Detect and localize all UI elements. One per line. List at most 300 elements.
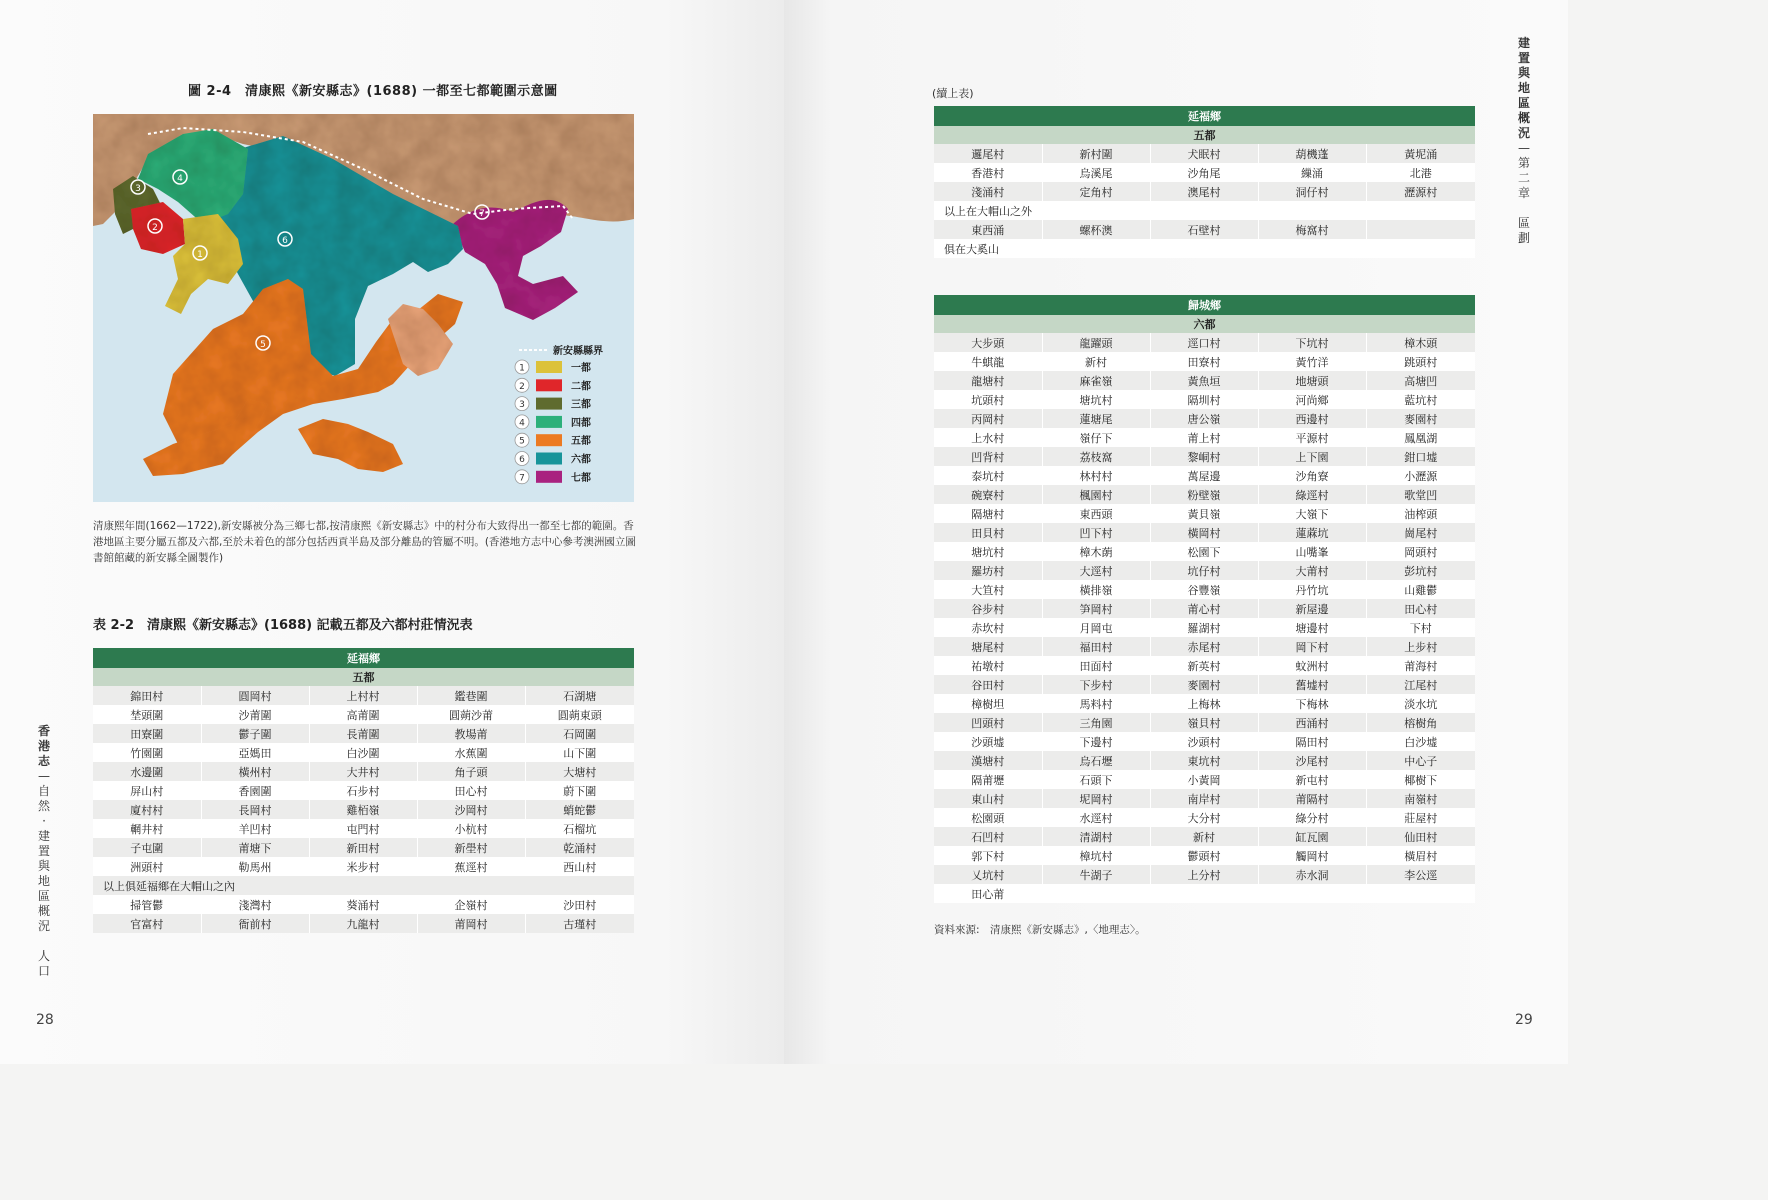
- village-cell: 赤坎村: [934, 618, 1042, 637]
- legend-label: 二都: [571, 381, 591, 393]
- village-cell: 橫排嶺: [1042, 580, 1150, 599]
- spine-char: —: [1518, 141, 1530, 155]
- village-cell: 下坑村: [1258, 333, 1366, 352]
- village-cell: 樟樹坦: [934, 694, 1042, 713]
- village-cell: 嶺貝村: [1150, 713, 1258, 732]
- village-cell: 香園圍: [201, 781, 309, 800]
- village-cell: [1042, 884, 1150, 903]
- village-cell: 葫機蓬: [1258, 144, 1366, 163]
- village-cell: 蚊洲村: [1258, 656, 1366, 675]
- source-note: 資料來源: 清康熙《新安縣志》,〈地理志〉。: [934, 924, 1146, 936]
- table-2-2: [93, 648, 634, 933]
- village-cell: 新屯村: [1258, 770, 1366, 789]
- village-cell: 塘尾村: [934, 637, 1042, 656]
- village-cell: 鉗口墟: [1366, 447, 1475, 466]
- table-row: [93, 705, 634, 724]
- village-cell: 鬱子圍: [201, 724, 309, 743]
- village-cell: 沙頭村: [1150, 732, 1258, 751]
- village-cell: 黃竹洋: [1258, 352, 1366, 371]
- village-cell: 圓蒴東頭: [525, 705, 634, 724]
- table-row: [934, 808, 1475, 827]
- spine-char: 二: [1517, 171, 1530, 185]
- spine-char: 第: [1517, 156, 1530, 170]
- village-cell: 洞仔村: [1258, 182, 1366, 201]
- svg-text:6: 6: [282, 236, 288, 246]
- spine-char: 人: [37, 949, 50, 963]
- village-cell: 谷豐嶺: [1150, 580, 1258, 599]
- village-cell: 缸瓦園: [1258, 827, 1366, 846]
- table-row: [934, 770, 1475, 789]
- village-cell: 上分村: [1150, 865, 1258, 884]
- village-cell: 坑頭村: [934, 390, 1042, 409]
- village-cell: 石岡圍: [525, 724, 634, 743]
- table-row: [934, 504, 1475, 523]
- spine-char: 自: [37, 784, 50, 798]
- page-number-right: 29: [1515, 1012, 1533, 1028]
- village-cell: 下村: [1366, 618, 1475, 637]
- legend-number: 3: [519, 400, 525, 411]
- village-cell: 莆海村: [1366, 656, 1475, 675]
- table-row: [934, 884, 1475, 903]
- village-cell: 塘坑村: [934, 542, 1042, 561]
- spine-char: 況: [37, 919, 50, 933]
- village-cell: 定角村: [1042, 182, 1150, 201]
- village-cell: 牛湖子: [1042, 865, 1150, 884]
- table-row: [934, 485, 1475, 504]
- village-cell: 油榨頭: [1366, 504, 1475, 523]
- village-cell: 大嶺下: [1258, 504, 1366, 523]
- table-title: 表 2-2 清康熙《新安縣志》(1688) 記載五都及六都村莊情況表: [93, 618, 473, 633]
- village-cell: 螺杯澳: [1042, 220, 1150, 239]
- village-cell: 谷田村: [934, 675, 1042, 694]
- village-cell: 歌堂凹: [1366, 485, 1475, 504]
- village-cell: 田貝村: [934, 523, 1042, 542]
- village-cell: 洲頭村: [93, 857, 201, 876]
- village-cell: 米步村: [309, 857, 417, 876]
- table-row: [93, 838, 634, 857]
- village-cell: 小杭村: [417, 819, 525, 838]
- village-cell: 楓園村: [1042, 485, 1150, 504]
- village-cell: 輞井村: [93, 819, 201, 838]
- village-cell: 下步村: [1042, 675, 1150, 694]
- village-cell: 乾涌村: [525, 838, 634, 857]
- table-row: [934, 561, 1475, 580]
- village-cell: 龍躍頭: [1042, 333, 1150, 352]
- village-cell: 莆上村: [1150, 428, 1258, 447]
- village-cell: 田心莆: [934, 884, 1042, 903]
- village-cell: 麥園村: [1366, 409, 1475, 428]
- village-cell: 東西頭: [1042, 504, 1150, 523]
- village-cell: 淺涌村: [934, 182, 1042, 201]
- village-cell: 雞栢嶺: [309, 800, 417, 819]
- village-cell: 大逕村: [1042, 561, 1150, 580]
- spine-char: [37, 934, 51, 949]
- village-cell: 塘坑村: [1042, 390, 1150, 409]
- spine-char: 地: [1517, 81, 1530, 95]
- village-cell: 石頭下: [1042, 770, 1150, 789]
- spine-char: [1517, 201, 1531, 216]
- village-cell: 下邊村: [1042, 732, 1150, 751]
- table-row: [934, 352, 1475, 371]
- table-row: [934, 618, 1475, 637]
- village-cell: 水蕉圍: [417, 743, 525, 762]
- village-cell: 沙田村: [525, 895, 634, 914]
- table-note: 以上俱延福鄉在大帽山之內: [93, 876, 634, 895]
- village-cell: 石凹村: [934, 827, 1042, 846]
- spine-char: 劃: [1517, 231, 1530, 245]
- table-row: [934, 694, 1475, 713]
- figure-caption: 清康熙年間(1662—1722),新安縣被分為三鄉七都,按清康熙《新安縣志》中的村分布大致得出一都至七都的範圍。香港地區主要分屬五都及六都,至於未着色的部分包括西貢半島及部分離島的管屬不明。(香港地方志中心參考澳洲國立圖書館館藏的新安縣全圖製作): [93, 520, 636, 564]
- village-cell: 觸岡村: [1258, 846, 1366, 865]
- legend-swatch: [536, 398, 562, 410]
- table-row: [934, 599, 1475, 618]
- village-cell: 麥園村: [1150, 675, 1258, 694]
- spine-char: 志: [37, 754, 50, 768]
- village-cell: 犬眠村: [1150, 144, 1258, 163]
- table-row: [934, 390, 1475, 409]
- village-cell: 廈村村: [93, 800, 201, 819]
- table-header-district: 六都: [934, 315, 1475, 333]
- village-cell: 石步村: [309, 781, 417, 800]
- village-cell: [1366, 884, 1475, 903]
- village-cell: [1150, 884, 1258, 903]
- legend-label: 五都: [571, 436, 591, 448]
- village-cell: 松園下: [1150, 542, 1258, 561]
- village-cell: 沙岡村: [417, 800, 525, 819]
- village-cell: 沙角寮: [1258, 466, 1366, 485]
- village-cell: 藍坑村: [1366, 390, 1475, 409]
- table-row: [934, 201, 1475, 220]
- table-row: [934, 713, 1475, 732]
- village-cell: 蓮塘尾: [1042, 409, 1150, 428]
- village-cell: 上梅林: [1150, 694, 1258, 713]
- village-cell: 黎峒村: [1150, 447, 1258, 466]
- village-cell: 高莆圍: [309, 705, 417, 724]
- village-cell: 新英村: [1150, 656, 1258, 675]
- village-cell: 九龍村: [309, 914, 417, 933]
- spine-char: —: [38, 769, 50, 783]
- village-cell: 沙尾村: [1258, 751, 1366, 770]
- village-cell: 塘邊村: [1258, 618, 1366, 637]
- table-row: [93, 743, 634, 762]
- village-cell: 隔田村: [1258, 732, 1366, 751]
- village-cell: 田心村: [1366, 599, 1475, 618]
- village-cell: 莊屋村: [1366, 808, 1475, 827]
- legend-number: 6: [519, 455, 525, 465]
- spine-char: 章: [1517, 186, 1530, 200]
- village-cell: 新村圍: [1042, 144, 1150, 163]
- table-row: [934, 333, 1475, 352]
- village-cell: 亞媽田: [201, 743, 309, 762]
- village-cell: 水逕村: [1042, 808, 1150, 827]
- village-cell: 馬料村: [1042, 694, 1150, 713]
- village-cell: 隔莆壢: [934, 770, 1042, 789]
- village-cell: 凹背村: [934, 447, 1042, 466]
- village-cell: 樟坑村: [1042, 846, 1150, 865]
- village-cell: 烏溪尾: [1042, 163, 1150, 182]
- village-cell: 田寮圍: [93, 724, 201, 743]
- table-row: [934, 371, 1475, 390]
- village-cell: 鑑巷圍: [417, 686, 525, 705]
- village-cell: 大塘村: [525, 762, 634, 781]
- village-cell: 羅坊村: [934, 561, 1042, 580]
- table-row: [934, 732, 1475, 751]
- legend-swatch: [536, 471, 562, 483]
- village-cell: 仙田村: [1366, 827, 1475, 846]
- village-cell: 大井村: [309, 762, 417, 781]
- village-cell: 彭坑村: [1366, 561, 1475, 580]
- table-row: [93, 914, 634, 933]
- table-row: [934, 220, 1475, 239]
- table-row: [934, 675, 1475, 694]
- village-cell: 崗尾村: [1366, 523, 1475, 542]
- running-head-left: [37, 724, 51, 979]
- table-row: [93, 781, 634, 800]
- table-row: [93, 800, 634, 819]
- village-cell: 福田村: [1042, 637, 1150, 656]
- spine-char: 概: [1517, 111, 1530, 125]
- legend-label: 三都: [571, 399, 591, 411]
- village-cell: 漢塘村: [934, 751, 1042, 770]
- table-row: [934, 182, 1475, 201]
- legend-swatch: [536, 416, 562, 428]
- village-cell: 丙岡村: [934, 409, 1042, 428]
- village-cell: 樟木蓢: [1042, 542, 1150, 561]
- table-row: [934, 656, 1475, 675]
- village-cell: 蕉逕村: [417, 857, 525, 876]
- village-cell: 月岡屯: [1042, 618, 1150, 637]
- village-cell: 上村村: [309, 686, 417, 705]
- village-cell: 萬屋邊: [1150, 466, 1258, 485]
- village-cell: 蔚下圍: [525, 781, 634, 800]
- table-row: [93, 724, 634, 743]
- village-cell: 莆隔村: [1258, 789, 1366, 808]
- village-cell: 郭下村: [934, 846, 1042, 865]
- village-cell: 錦田村: [93, 686, 201, 705]
- village-cell: 凹下村: [1042, 523, 1150, 542]
- village-cell: 椰樹下: [1366, 770, 1475, 789]
- table-row: [934, 580, 1475, 599]
- village-cell: 沙莆圍: [201, 705, 309, 724]
- table-row: [934, 428, 1475, 447]
- village-cell: 隔塘村: [934, 504, 1042, 523]
- village-cell: 圓岡村: [201, 686, 309, 705]
- village-cell: 南嶺村: [1366, 789, 1475, 808]
- village-cell: 蓮蔴坑: [1258, 523, 1366, 542]
- table-note: 以上在大帽山之外: [934, 201, 1475, 220]
- village-cell: 黃貝嶺: [1150, 504, 1258, 523]
- village-cell: 子屯圍: [93, 838, 201, 857]
- spine-char: 香: [37, 724, 50, 738]
- village-cell: 舊墟村: [1258, 675, 1366, 694]
- table-row: [93, 686, 634, 705]
- village-cell: 新壆村: [417, 838, 525, 857]
- village-cell: 坑仔村: [1150, 561, 1258, 580]
- table-row: [934, 523, 1475, 542]
- village-cell: 綠逕村: [1258, 485, 1366, 504]
- district-map: [93, 114, 634, 502]
- village-cell: 淺灣村: [201, 895, 309, 914]
- village-cell: 瀝源村: [1366, 182, 1475, 201]
- spine-char: 況: [1517, 126, 1530, 140]
- table-row: [934, 846, 1475, 865]
- village-cell: 黃魚垣: [1150, 371, 1258, 390]
- spine-char: 與: [1517, 66, 1530, 80]
- svg-text:7: 7: [479, 209, 485, 219]
- village-cell: 泰坑村: [934, 466, 1042, 485]
- spine-char: 置: [37, 844, 50, 858]
- village-cell: 葵涌村: [309, 895, 417, 914]
- table-row: [934, 789, 1475, 808]
- village-cell: 松園頭: [934, 808, 1042, 827]
- figure-title: 圖 2-4 清康熙《新安縣志》(1688) 一都至七都範圍示意圖: [188, 84, 558, 99]
- spine-char: 建: [1517, 36, 1530, 50]
- village-cell: 坭岡村: [1042, 789, 1150, 808]
- spine-char: ·: [42, 814, 46, 828]
- village-cell: 山嘴峯: [1258, 542, 1366, 561]
- village-cell: 西涌村: [1258, 713, 1366, 732]
- village-cell: 赤水洞: [1258, 865, 1366, 884]
- village-cell: 圓蒴沙莆: [417, 705, 525, 724]
- village-cell: 邏尾村: [934, 144, 1042, 163]
- svg-text:2: 2: [152, 223, 158, 233]
- village-cell: 古瑾村: [525, 914, 634, 933]
- page-number-left: 28: [36, 1012, 54, 1028]
- village-cell: 田寮村: [1150, 352, 1258, 371]
- left-page: [0, 0, 784, 1064]
- village-cell: 衙前村: [201, 914, 309, 933]
- spine-char: 與: [37, 859, 50, 873]
- village-cell: [1366, 220, 1475, 239]
- village-cell: 淡水坑: [1366, 694, 1475, 713]
- village-cell: 麻雀嶺: [1042, 371, 1150, 390]
- village-cell: 林村村: [1042, 466, 1150, 485]
- legend-number: 1: [519, 363, 525, 374]
- legend-swatch: [536, 434, 562, 446]
- village-cell: 山雞鬱: [1366, 580, 1475, 599]
- village-cell: 小瀝源: [1366, 466, 1475, 485]
- village-cell: 繅涌: [1258, 163, 1366, 182]
- village-cell: 橫岡村: [1150, 523, 1258, 542]
- village-cell: 香港村: [934, 163, 1042, 182]
- village-cell: 嶺仔下: [1042, 428, 1150, 447]
- village-cell: 石湖塘: [525, 686, 634, 705]
- spine-char: 港: [37, 739, 50, 753]
- village-cell: 東西涌: [934, 220, 1042, 239]
- village-cell: 碗寮村: [934, 485, 1042, 504]
- village-cell: 東山村: [934, 789, 1042, 808]
- spine-char: 地: [37, 874, 50, 888]
- table-row: [934, 163, 1475, 182]
- village-cell: 西邊村: [1258, 409, 1366, 428]
- spine-char: 區: [1517, 96, 1530, 110]
- legend-swatch: [536, 361, 562, 373]
- village-cell: 祐墩村: [934, 656, 1042, 675]
- village-cell: [1258, 884, 1366, 903]
- village-cell: 上下園: [1258, 447, 1366, 466]
- village-cell: 清湖村: [1042, 827, 1150, 846]
- village-cell: 水邊圍: [93, 762, 201, 781]
- legend-number: 5: [519, 436, 525, 447]
- village-cell: 黃坭涌: [1366, 144, 1475, 163]
- table-header-township: 延福鄉: [934, 106, 1475, 126]
- table-header-township: 歸城鄉: [934, 295, 1475, 315]
- village-cell: 中心子: [1366, 751, 1475, 770]
- legend-swatch: [536, 453, 562, 465]
- spine-char: 置: [1517, 51, 1530, 65]
- village-cell: 綠分村: [1258, 808, 1366, 827]
- village-cell: 掃管鬱: [93, 895, 201, 914]
- table-row: [934, 865, 1475, 884]
- svg-text:3: 3: [135, 184, 141, 194]
- legend-number: 7: [519, 473, 525, 484]
- village-cell: 牛蜞龍: [934, 352, 1042, 371]
- village-cell: 大笪村: [934, 580, 1042, 599]
- village-cell: 乂坑村: [934, 865, 1042, 884]
- legend-label: 四都: [571, 417, 591, 429]
- svg-text:4: 4: [177, 174, 183, 184]
- legend-label: 六都: [571, 454, 591, 466]
- table-row: [934, 637, 1475, 656]
- table-row: [93, 819, 634, 838]
- village-cell: 跳頭村: [1366, 352, 1475, 371]
- village-cell: 埜頭圍: [93, 705, 201, 724]
- spine-char: 口: [37, 964, 50, 978]
- village-cell: 上水村: [934, 428, 1042, 447]
- right-page: [784, 0, 1568, 1064]
- village-cell: 橫州村: [201, 762, 309, 781]
- village-cell: 上步村: [1366, 637, 1475, 656]
- table-row: [934, 409, 1475, 428]
- village-cell: 丹竹坑: [1258, 580, 1366, 599]
- table-row: [934, 239, 1475, 258]
- table-header-district: 五都: [93, 668, 634, 686]
- village-cell: 官富村: [93, 914, 201, 933]
- village-cell: 逕口村: [1150, 333, 1258, 352]
- village-cell: 赤尾村: [1150, 637, 1258, 656]
- svg-text:1: 1: [197, 250, 203, 260]
- village-cell: 石壁村: [1150, 220, 1258, 239]
- legend-label: 一都: [571, 363, 591, 374]
- table-continued-top: [934, 106, 1475, 258]
- village-cell: 荔枝窩: [1042, 447, 1150, 466]
- village-cell: 岡下村: [1258, 637, 1366, 656]
- table-row: [934, 827, 1475, 846]
- village-cell: 龍塘村: [934, 371, 1042, 390]
- village-cell: 沙頭墟: [934, 732, 1042, 751]
- village-cell: 山下圍: [525, 743, 634, 762]
- village-cell: 平源村: [1258, 428, 1366, 447]
- table-row: [934, 751, 1475, 770]
- village-cell: 三角園: [1042, 713, 1150, 732]
- village-cell: 蛸蛇鬱: [525, 800, 634, 819]
- village-cell: 石榴坑: [525, 819, 634, 838]
- village-cell: 新屋邊: [1258, 599, 1366, 618]
- village-cell: 莆塘下: [201, 838, 309, 857]
- table-row: [93, 762, 634, 781]
- village-cell: 莆心村: [1150, 599, 1258, 618]
- table-row: [934, 144, 1475, 163]
- village-cell: 岡頭村: [1366, 542, 1475, 561]
- table-row: [934, 466, 1475, 485]
- village-cell: 羊凹村: [201, 819, 309, 838]
- village-cell: 鬱頭村: [1150, 846, 1258, 865]
- village-cell: 屏山村: [93, 781, 201, 800]
- village-cell: 企嶺村: [417, 895, 525, 914]
- village-cell: 大分村: [1150, 808, 1258, 827]
- village-cell: 榕樹角: [1366, 713, 1475, 732]
- village-cell: 北港: [1366, 163, 1475, 182]
